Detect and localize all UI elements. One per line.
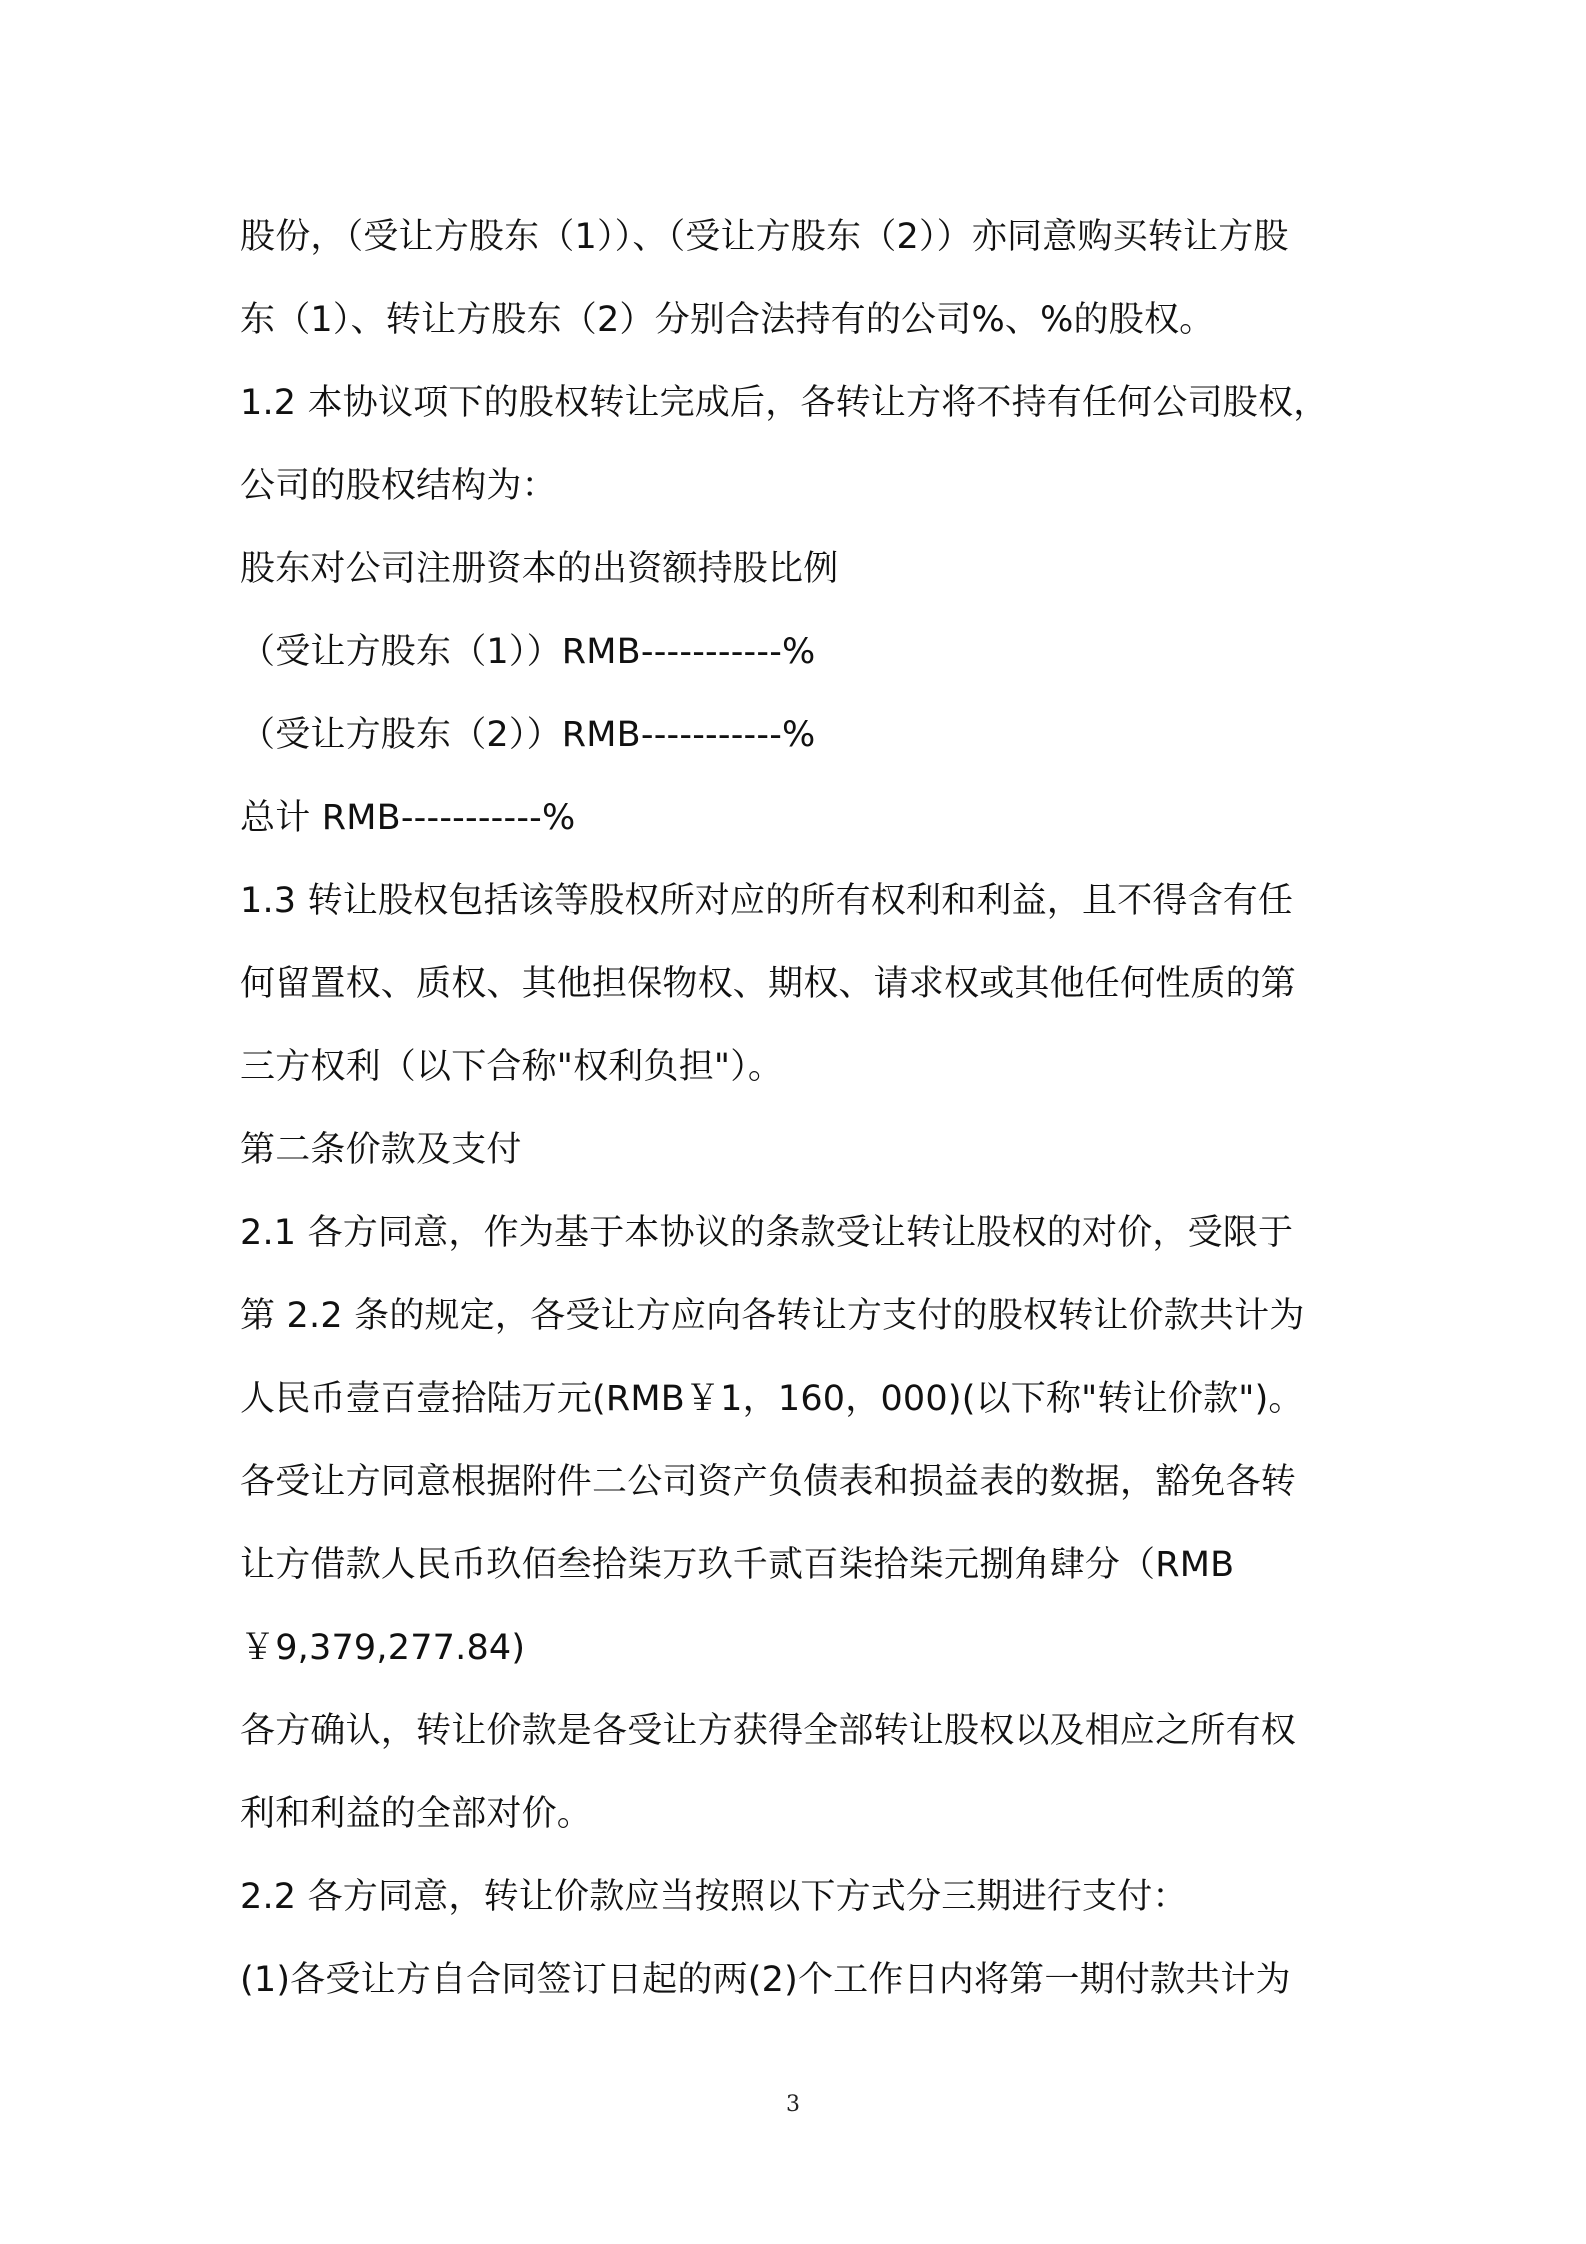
clause-1-2-line-1: 1.2 本协议项下的股权转让完成后，各转让方将不持有任何公司股权， [240,383,1329,423]
text-line-1: 股份，（受让方股东（1））、（受让方股东（2））亦同意购买转让方股 [240,217,1289,257]
shareholding-row-1: （受让方股东（1））RMB-----------% [240,632,816,672]
article-2-heading: 第二条价款及支付 [240,1130,522,1170]
shareholding-table-header: 股东对公司注册资本的出资额持股比例 [240,549,839,589]
page-number: 3 [786,2092,800,2117]
shareholding-row-2: （受让方股东（2））RMB-----------% [240,715,816,755]
shareholding-total: 总计 RMB-----------% [240,798,576,838]
clause-2-1-line-3: 人民币壹百壹拾陆万元(RMB￥1，160，000)(以下称"转让价款")。 [240,1379,1304,1419]
clause-1-3-line-3: 三方权利（以下合称"权利负担"）。 [240,1047,784,1087]
clause-1-3-line-1: 1.3 转让股权包括该等股权所对应的所有权利和利益，且不得含有任 [240,881,1294,921]
confirmation-line-2: 利和利益的全部对价。 [240,1794,593,1834]
text-line-2: 东（1）、转让方股东（2）分别合法持有的公司%、%的股权。 [240,300,1215,340]
clause-2-1-line-2: 第 2.2 条的规定，各受让方应向各转让方支付的股权转让价款共计为 [240,1296,1305,1336]
clause-1-2-line-2: 公司的股权结构为： [240,466,557,506]
clause-2-1-line-1: 2.1 各方同意，作为基于本协议的条款受让转让股权的对价，受限于 [240,1213,1294,1253]
waiver-line-2: 让方借款人民币玖佰叁拾柒万玖千贰百柒拾柒元捌角肆分（RMB [240,1545,1235,1585]
clause-2-2-line-1: 2.2 各方同意，转让价款应当按照以下方式分三期进行支付： [240,1877,1188,1917]
waiver-line-1: 各受让方同意根据附件二公司资产负债表和损益表的数据，豁免各转 [240,1462,1297,1502]
document-body [240,196,1355,2022]
confirmation-line-1: 各方确认，转让价款是各受让方获得全部转让股权以及相应之所有权 [240,1711,1297,1751]
waiver-line-3: ￥9,379,277.84) [240,1628,526,1668]
clause-2-2-item-1: (1)各受让方自合同签订日起的两(2)个工作日内将第一期付款共计为 [240,1960,1291,2000]
clause-1-3-line-2: 何留置权、质权、其他担保物权、期权、请求权或其他任何性质的第 [240,964,1297,1004]
